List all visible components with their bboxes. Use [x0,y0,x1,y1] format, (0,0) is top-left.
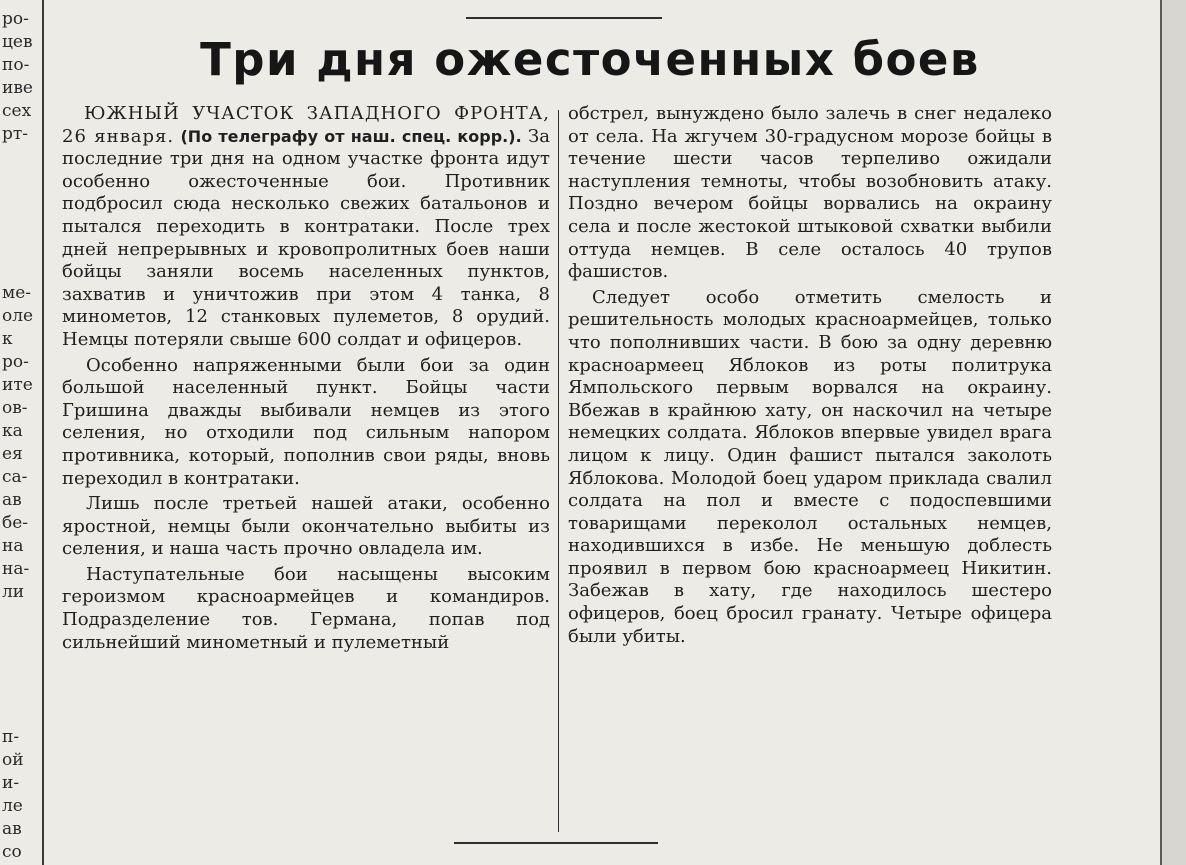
article-column-left [62,103,550,657]
paragraph: Лишь после третьей нашей атаки, особенно яростной, немцы были окончательно выбиты из селения, и наша часть прочно овладела им. [62,493,550,560]
correspondent-credit: (По телеграфу от наш. спец. корр.). [180,126,522,146]
margin-text-fragment: ро- [2,9,29,29]
paragraph: обстрел, вынуждено было залечь в снег недалеко от села. На жгучем 30-градусном морозе бойцы в течение шести часов терпеливо ожидали наступления темноты, чтобы возобновить атаку. Поздно вечером бойцы ворвались на окраину села и после жестокой штыковой схватки выбили оттуда немцев. В селе осталось 40 трупов фашистов. [568,103,1052,283]
top-separator-rule [466,17,662,19]
margin-text-fragment: ле [2,796,23,816]
margin-text-fragment: по- [2,55,30,75]
page-edge [1162,0,1186,865]
bottom-separator-rule [454,842,658,844]
margin-text-fragment: иве [2,78,33,98]
margin-text-fragment: к [2,329,13,349]
adjacent-column-fragments [0,0,40,865]
margin-text-fragment: ав [2,490,22,510]
margin-text-fragment: цев [2,32,33,52]
margin-text-fragment: ли [2,582,25,602]
margin-text-fragment: оле [2,306,34,326]
margin-text-fragment: рт- [2,124,29,144]
article-column-divider [558,110,559,832]
paragraph: Особенно напряженными были бои за один большой населенный пункт. Бойцы части Гришина дважды выбивали немцев из этого селения, но отходили под сильным напором противника, который, пополнив свои ряды, вновь переходил в контратаки. [62,354,550,489]
margin-text-fragment: ите [2,375,33,395]
margin-text-fragment: ро- [2,352,29,372]
margin-text-fragment: ав [2,819,22,839]
article-headline: Три дня ожесточенных боев [200,33,980,86]
margin-text-fragment: ка [2,421,23,441]
margin-text-fragment: на- [2,559,30,579]
lead-paragraph [62,103,550,352]
article-column-right [568,103,1052,651]
margin-text-fragment: ов- [2,398,28,418]
margin-text-fragment: ой [2,750,24,770]
margin-text-fragment: на [2,536,24,556]
column-divider-left [42,0,44,865]
margin-text-fragment: со [2,842,22,862]
margin-text-fragment: ме- [2,283,32,303]
margin-text-fragment: са- [2,467,28,487]
margin-text-fragment: ея [2,444,23,464]
dateline: ЮЖНЫЙ УЧАСТОК ЗАПАДНОГО ФРОНТА, 26 января. [62,103,550,147]
paragraph: Наступательные бои насыщены высоким героизмом красноармейцев и командиров. Подразделение тов. Германа, попав под сильнейший минометный и пулеметный [62,563,550,653]
margin-text-fragment: сех [2,101,32,121]
margin-text-fragment: п- [2,727,20,747]
margin-text-fragment: бе- [2,513,29,533]
paragraph: Следует особо отметить смелость и решительность молодых красноармейцев, только что пополнивших части. В бою за одну деревню красноармеец Яблоков из роты политрука Ямпольского первым ворвался на окраину. Вбежав в крайнюю хату, он наскочил на четыре немецких солдата. Яблоков впервые увидел врага лицом к лицу. Один фашист пытался заколоть Яблокова. Молодой боец ударом приклада свалил солдата на пол и вместе с подоспевшими товарищами переколол остальных немцев, находившихся в избе. Не меньшую доблесть проявил в первом бою красноармеец Никитин. Забежав в хату, где находилось шестеро офицеров, боец бросил гранату. Четыре офицера были убиты. [568,286,1052,647]
paragraph-text: За последние три дня на одном участке фронта идут особенно ожесточенные бои. Противник подбросил сюда несколько свежих батальонов и пытался переходить в контратаки. После трех дней непрерывных и кровопролитных боев наши бойцы заняли восемь населенных пунктов, захватив и уничтожив при этом 4 танка, 8 минометов, 12 станковых пулеметов, 8 орудий. Немцы потеряли свыше 600 солдат и офицеров. [62,125,550,350]
margin-text-fragment: и- [2,773,20,793]
